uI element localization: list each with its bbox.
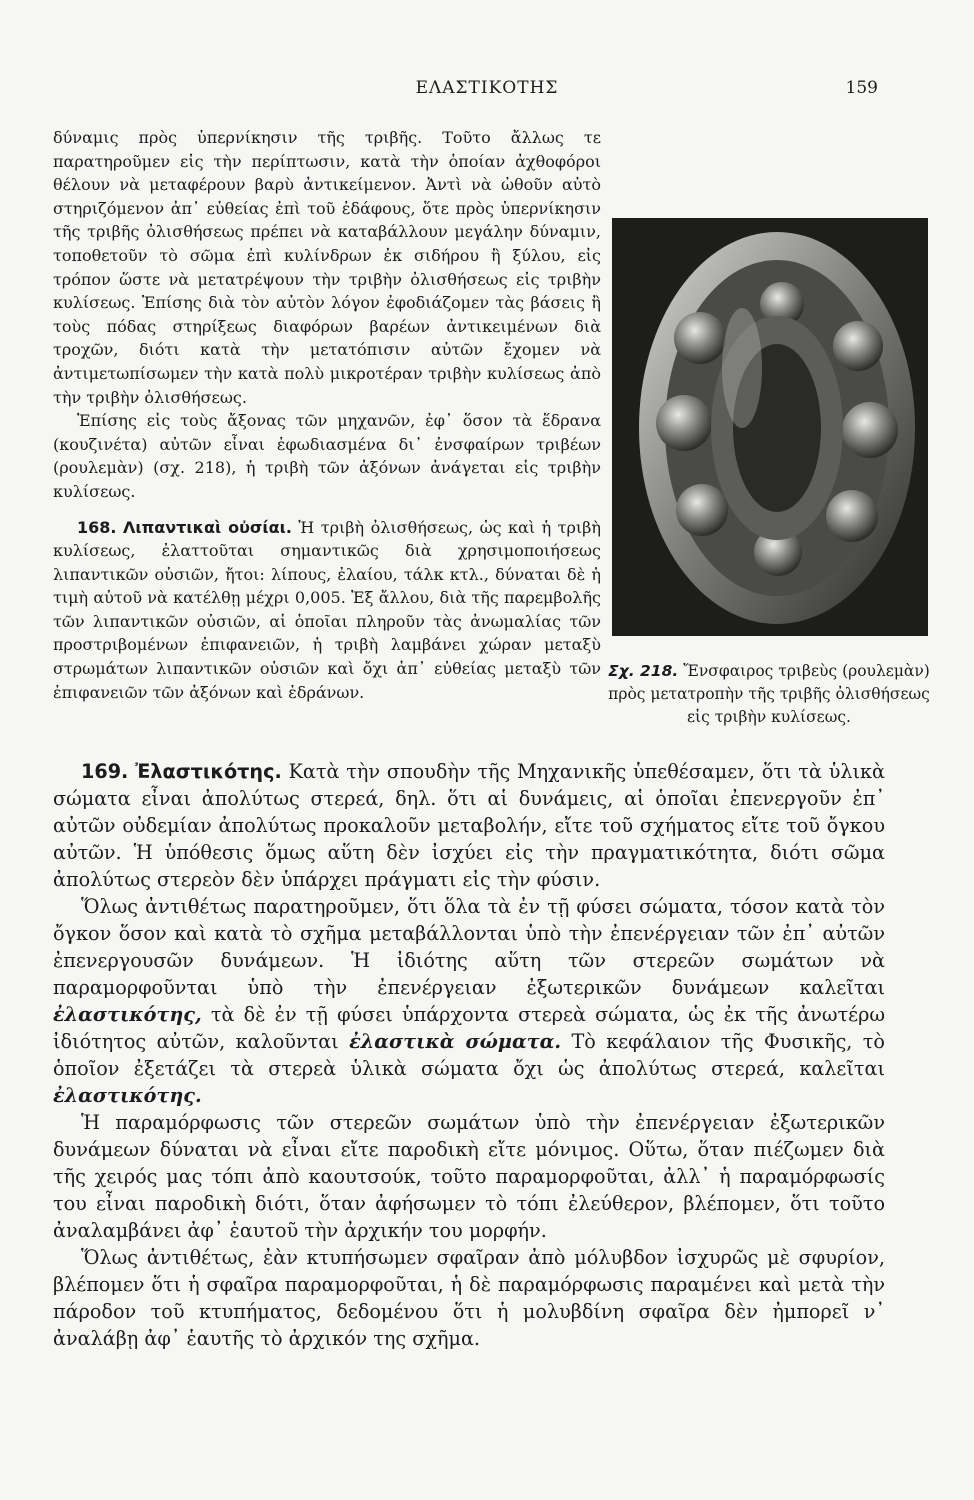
paragraph [53,893,885,1109]
section-168 [53,516,601,705]
section-number: 168. [77,517,117,537]
left-column-text [53,126,601,704]
text-run: Ὅλως ἀντιθέτως παρατηροῦμεν, ὅτι ὅλα τὰ ἐν τῇ φύσει σώματα, τόσον κατὰ τὸν ὄγκον ὅσον καὶ κατὰ τὸ σχῆμα μεταβάλλονται ὑπὸ τὴν ἐπενέργειαν τῶν ἐπ᾽ αὐτῶν ἐπενεργουσῶν δυνάμεων. Ἡ ἰδιότης αὕτη τῶν στερεῶν σωμάτων νὰ παραμορφοῦνται ὑπὸ τὴν ἐπενέργειαν ἐξωτερικῶν δυνάμεων καλεῖται [53,895,885,999]
paragraph: δύναμις πρὸς ὑπερνίκησιν τῆς τριβῆς. Τοῦτο ἄλλως τε παρατηροῦμεν εἰς τὴν περίπτωσιν, κατὰ τὴν ὁποίαν ἀχθοφόροι θέλουν νὰ μεταφέρουν βαρὺ ἀντικείμενον. Ἀντὶ νὰ ὠθοῦν αὐτὸ στηριζόμενον ἀπ᾽ εὐθείας ἐπὶ τοῦ ἐδάφους, ὅτε πρὸς ὑπερνίκησιν τῆς τριβῆς ὀλισθήσεως πρέπει νὰ καταβάλλουν μεγάλην δύναμιν, τοποθετοῦν τὸ σῶμα ἐπὶ κυλίνδρων ἐκ σιδήρου ἢ ξύλου, εἰς τρόπον ὥστε νὰ μετατρέψουν τὴν τριβὴν ὀλισθήσεως εἰς τριβὴν κυλίσεως. Ἐπίσης διὰ τὸν αὐτὸν λόγον ἐφοδιάζομεν τὰς βάσεις ἢ τοὺς πόδας στηρίξεως διαφόρων βαρέων ἀντικειμένων διὰ τροχῶν, διότι κατὰ τὴν μετατόπισιν αὐτῶν ἔχομεν νὰ ἀντιμετωπίσωμεν τὴν κατὰ πολὺ μικροτέραν τριβὴν κυλίσεως ἀπὸ τὴν τριβὴν ὀλισθήσεως. [53,128,601,407]
paragraph [53,758,885,893]
page-header [0,78,974,108]
section-title: Λιπαντικαὶ οὐσίαι. [122,517,292,537]
paragraph: Ὅλως ἀντιθέτως, ἐὰν κτυπήσωμεν σφαῖραν ἀπὸ μόλυβδον ἰσχυρῶς μὲ σφυρίον, βλέπομεν ὅτι ἡ σφαῖρα παραμορφοῦται, ἡ δὲ παραμόρφωσις παραμένει καὶ μετὰ τὴν πάροδον τοῦ κτυπήματος, δεδομένου ὅτι ἡ μολυβδίνη σφαῖρα δὲν ἠμπορεῖ ν᾽ ἀναλάβῃ ἀφ᾽ ἑαυτῆς τὸ ἀρχικόν της σχῆμα. [53,1246,885,1350]
section-text: Κατὰ τὴν σπουδὴν τῆς Μηχανικῆς ὑπεθέσαμεν, ὅτι τὰ ὑλικὰ σώματα εἶναι ἀπολύτως στερεά, δηλ. ὅτι αἱ δυνάμεις, αἱ ὁποῖαι ἐπενεργοῦν ἐπ᾽ αὐτῶν οὐδεμίαν ἀπολύτως προκαλοῦν μεταβολήν, εἴτε τοῦ σχήματος εἴτε τοῦ ὄγκου αὐτῶν. Ἡ ὑπόθεσις ὅμως αὕτη δὲν ἰσχύει εἰς τὴν πραγματικότητα, διότι σῶμα ἀπολύτως στερεὸν δὲν ὑπάρχει πράγματι εἰς τὴν φύσιν. [53,760,885,891]
section-text: Ἡ τριβὴ ὀλισθήσεως, ὡς καὶ ἡ τριβὴ κυλίσεως, ἐλαττοῦται σημαντικῶς διὰ χρησιμοποιήσεως λιπαντικῶν οὐσιῶν, ἤτοι: λίπους, ἐλαίου, τάλκ κτλ., δύναται δὲ ἡ τιμὴ αὐτοῦ νὰ κατέλθῃ μέχρι 0,005. Ἐξ ἄλλου, διὰ τῆς παρεμβολῆς τῶν λιπαντικῶν οὐσιῶν, αἱ ὁποῖαι πληροῦν τὰς ἀνωμαλίας τῶν προστριβομένων ἐπιφανειῶν, ἡ τριβὴ λαμβάνει χώραν μεταξὺ στρωμάτων λιπαντικῶν οὐσιῶν καὶ ὄχι ἀπ᾽ εὐθείας μεταξὺ τῶν ἐπιφανειῶν τῶν ἀξόνων καὶ ἑδράνων. [53,517,602,702]
section-169 [53,758,885,1352]
paragraph: Ἐπίσης εἰς τοὺς ἄξονας τῶν μηχανῶν, ἐφ᾽ ὅσον τὰ ἕδρανα (κουζινέτα) αὐτῶν εἶναι ἐφωδιασμένα δι᾽ ἐνσφαίρων τριβέων (ρουλεμὰν) (σχ. 218), ἡ τριβὴ τῶν ἀξόνων ἀνάγεται εἰς τριβὴν κυλίσεως. [53,411,601,501]
ball-bearing-photo [612,218,928,636]
text-run: τὰ δὲ ἐν τῇ φύσει ὑπάρχοντα στερεὰ σώματα, ὡς ἐκ τῆς ἀνωτέρω ἰδιότητος αὐτῶν, καλοῦνται [53,1003,885,1053]
emphasized-term: ἐλαστικότης. [53,1084,202,1107]
paragraph: Ἡ παραμόρφωσις τῶν στερεῶν σωμάτων ὑπὸ τὴν ἐπενέργειαν ἐξωτερικῶν δυνάμεων δύναται νὰ εἶναι εἴτε παροδικὴ εἴτε μόνιμος. Οὕτω, ὅταν πιέζωμεν διὰ τῆς χειρός μας τόπι ἀπὸ καουτσούκ, τοῦτο παραμορφοῦται, ἀλλ᾽ ἡ παραμόρφωσίς του εἶναι παροδικὴ διότι, ὅταν ἀφήσωμεν τὸ τόπι ἐλεύθερον, βλέπομεν, ὅτι τοῦτο ἀναλαμβάνει ἀφ᾽ ἑαυτοῦ τὴν ἀρχικήν του μορφήν. [53,1111,885,1242]
section-number: 169. [81,760,129,783]
figure-caption-text: Ἔνσφαιρος τριβεὺς (ρουλεμὰν) πρὸς μετατροπὴν τῆς τριβῆς ὀλισθήσεως εἰς τριβὴν κυλίσεως. [608,662,930,726]
section-title: Ἐλαστικότης. [135,760,282,783]
page-number: 159 [845,78,878,98]
emphasized-term: ἐλαστικὰ σώματα. [349,1030,562,1053]
running-title: ΕΛΑΣΤΙΚΟΤΗΣ [415,78,559,98]
figure-caption [604,660,934,729]
figure-number: Σχ. 218. [608,662,679,680]
text-run: Τὸ κεφάλαιον τῆς Φυσικῆς, τὸ ὁποῖον ἐξετάζει τὰ στερεὰ ὑλικὰ σώματα ὄχι ὡς ἀπολύτως στερεά, καλεῖται [53,1030,885,1080]
ball-bearing-illustration [612,218,928,636]
emphasized-term: ἐλαστικότης, [53,1003,202,1026]
